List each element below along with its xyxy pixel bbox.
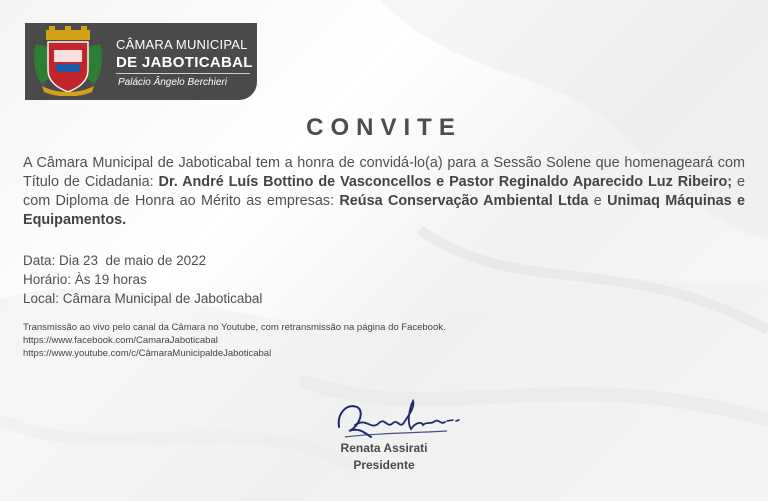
invitation-body — [23, 154, 745, 230]
event-date: Data: Dia 23 de maio de 2022 — [23, 253, 207, 268]
header-divider — [116, 73, 250, 74]
event-details — [23, 251, 262, 308]
header-subtitle: Palácio Ângelo Berchieri — [118, 77, 227, 88]
handwritten-signature — [335, 397, 463, 443]
header-title-line1: CÂMARA MUNICIPAL — [116, 37, 248, 52]
event-time: Horário: Às 19 horas — [23, 272, 147, 287]
page-title: CONVITE — [306, 114, 462, 141]
youtube-link[interactable]: https://www.youtube.com/c/CâmaraMunicipaldeJaboticabal — [23, 348, 272, 359]
signer-name: Renata Assirati — [340, 441, 428, 455]
facebook-link[interactable]: https://www.facebook.com/CamaraJaboticabal — [23, 335, 218, 346]
header-title-line2: DE JABOTICABAL — [116, 54, 253, 71]
body-company-2: Unimaq Máquinas e Equipamentos. — [23, 193, 746, 228]
body-company-1: Reúsa Conservação Ambiental Ltda — [339, 193, 589, 209]
city-crest-icon — [32, 26, 104, 96]
body-middle: e com Diploma de Honra ao Mérito as empresas: — [23, 174, 745, 209]
broadcast-notes — [23, 321, 446, 360]
signer-role: Presidente — [353, 458, 415, 472]
stream-note: Transmissão ao vivo pelo canal da Câmara no Youtube, com retransmissão na página do Facebook. — [23, 322, 446, 333]
body-honorees: Dr. André Luís Bottino de Vasconcellos e Pastor Reginaldo Aparecido Luz Ribeiro; — [158, 174, 733, 190]
body-intro: A Câmara Municipal de Jaboticabal tem a honra de convidá-lo(a) para a Sessão Solene que homenageará com Título de Cidadania: — [23, 155, 745, 190]
event-place: Local: Câmara Municipal de Jaboticabal — [23, 291, 263, 306]
body-connector: e — [588, 193, 608, 209]
